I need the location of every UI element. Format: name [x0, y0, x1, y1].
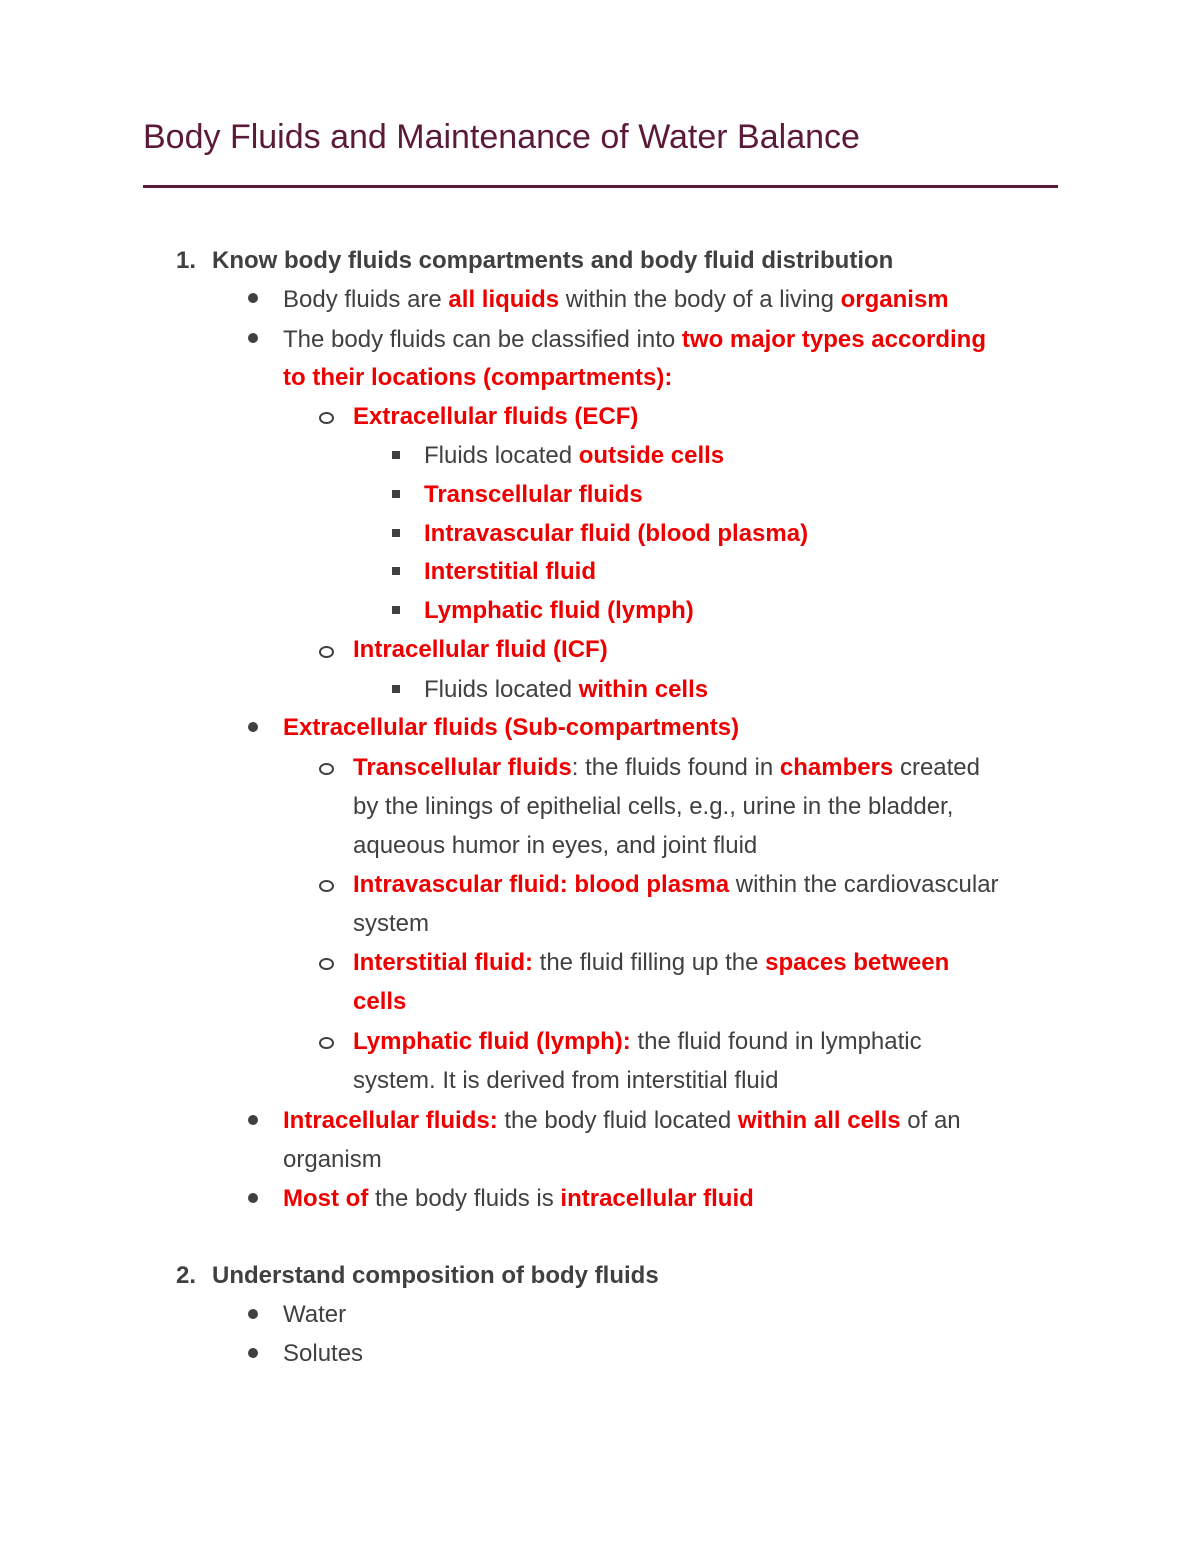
list-item-continuation: organism [283, 1146, 382, 1173]
list-item: Lymphatic fluid (lymph) [424, 597, 694, 624]
list-item-continuation: system. It is derived from interstitial fluid [353, 1067, 779, 1094]
list-item: Transcellular fluids: the fluids found in chambers created [353, 754, 980, 781]
list-item: Extracellular fluids (Sub-compartments) [283, 714, 740, 741]
list-item: Extracellular fluids (ECF) [353, 403, 639, 430]
list-item-continuation: system [353, 910, 430, 937]
list-item: Intravascular fluid (blood plasma) [424, 520, 809, 547]
square-bullet-icon [392, 606, 400, 614]
list-item: Interstitial fluid [424, 558, 597, 585]
section-number: 2. [176, 1262, 197, 1289]
title-underline [143, 185, 1058, 188]
list-item-continuation: to their locations (compartments): [283, 364, 673, 391]
document-title: Body Fluids and Maintenance of Water Balance [143, 118, 860, 156]
bullet-icon [248, 1193, 258, 1203]
circle-bullet-icon [319, 880, 334, 892]
bullet-icon [248, 1309, 258, 1319]
list-item: Intracellular fluids: the body fluid located within all cells of an [283, 1107, 961, 1134]
list-item-continuation: by the linings of epithelial cells, e.g., urine in the bladder, [353, 793, 954, 820]
section-heading: Know body fluids compartments and body fluid distribution [212, 247, 894, 274]
square-bullet-icon [392, 490, 400, 498]
bullet-icon [248, 1115, 258, 1125]
list-item: Body fluids are all liquids within the body of a living organism [283, 286, 949, 313]
circle-bullet-icon [319, 646, 334, 658]
list-item: Lymphatic fluid (lymph): the fluid found in lymphatic [353, 1028, 922, 1055]
section-heading: Understand composition of body fluids [212, 1262, 659, 1289]
list-item: The body fluids can be classified into two major types according [283, 326, 986, 353]
list-item: Interstitial fluid: the fluid filling up the spaces between [353, 949, 950, 976]
square-bullet-icon [392, 567, 400, 575]
circle-bullet-icon [319, 763, 334, 775]
square-bullet-icon [392, 529, 400, 537]
bullet-icon [248, 722, 258, 732]
list-item-continuation: aqueous humor in eyes, and joint fluid [353, 832, 758, 859]
list-item-continuation: cells [353, 988, 407, 1015]
list-item: Water [283, 1301, 347, 1328]
list-item: Fluids located within cells [424, 676, 709, 703]
list-item: Intravascular fluid: blood plasma within the cardiovascular [353, 871, 999, 898]
bullet-icon [248, 333, 258, 343]
list-item: Solutes [283, 1340, 364, 1367]
list-item: Fluids located outside cells [424, 442, 725, 469]
list-item: Transcellular fluids [424, 481, 643, 508]
circle-bullet-icon [319, 958, 334, 970]
square-bullet-icon [392, 685, 400, 693]
list-item: Most of the body fluids is intracellular fluid [283, 1185, 754, 1212]
circle-bullet-icon [319, 1037, 334, 1049]
list-item: Intracellular fluid (ICF) [353, 636, 608, 663]
bullet-icon [248, 293, 258, 303]
circle-bullet-icon [319, 412, 334, 424]
bullet-icon [248, 1348, 258, 1358]
section-number: 1. [176, 247, 197, 274]
square-bullet-icon [392, 451, 400, 459]
